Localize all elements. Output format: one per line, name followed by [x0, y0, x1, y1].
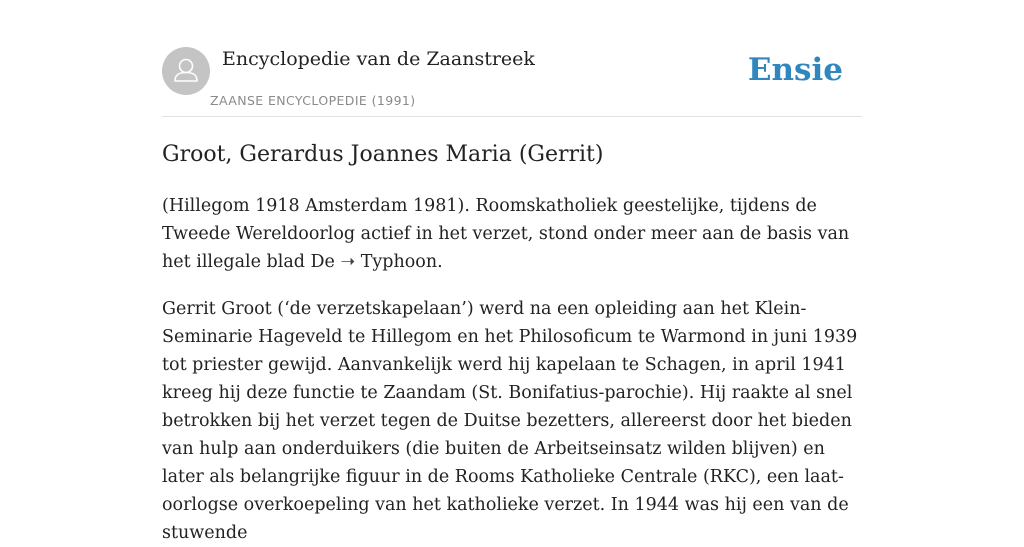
article-paragraph-1	[162, 192, 862, 276]
reference-arrow-icon: ➝	[340, 252, 356, 272]
article-paragraph-2: Gerrit Groot (‘de verzetskapelaan’) werd na een opleiding aan het Klein-Seminarie Hageveld te Hillegom en het Philosoficum te Warmond in juni 1939 tot priester gewijd. Aanvankelijk werd hij kapelaan te Schagen, in april 1941 kreeg hij deze functie te Zaandam (St. Bonifatius-parochie). Hij raakte al snel betrokken bij het verzet tegen de Duitse bezetters, allereerst door het bieden van hulp aan onderduikers (die buiten de Arbeitseinsatz wilden blijven) en later als belangrijke figuur in de Rooms Katholieke Centrale (RKC), een laat-oorlogse overkoepeling van het katholieke verzet. In 1944 was hij een van de stuwende	[162, 299, 858, 543]
typhoon-link[interactable]: Typhoon	[360, 252, 438, 272]
user-icon	[162, 47, 210, 95]
source-subtitle: ZAANSE ENCYCLOPEDIE (1991)	[210, 93, 416, 108]
article	[162, 138, 862, 547]
paragraph-1-end: .	[437, 252, 443, 272]
source-avatar[interactable]	[162, 47, 210, 95]
paragraph-1-text: (Hillegom 1918 Amsterdam 1981). Roomskatholiek geestelijke, tijdens de Tweede Wereldoorlog actief in het verzet, stond onder meer aan de basis van het illegale blad De	[162, 196, 850, 272]
source-title[interactable]: Encyclopedie van de Zaanstreek	[222, 48, 535, 70]
source-header	[162, 46, 862, 117]
brand-logo[interactable]: Ensie	[747, 52, 843, 88]
entry-title: Groot, Gerardus Joannes Maria (Gerrit)	[162, 142, 604, 167]
